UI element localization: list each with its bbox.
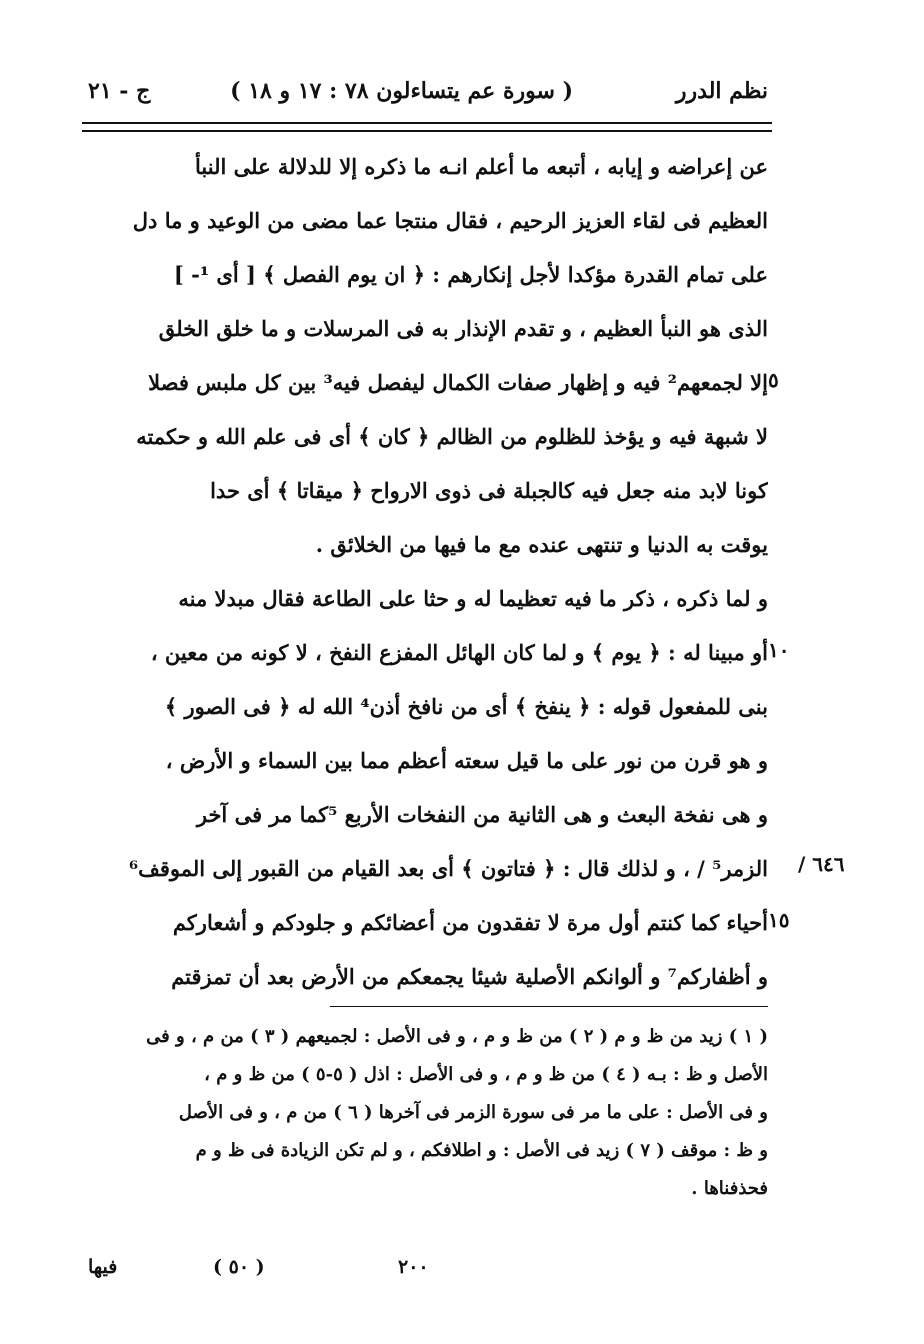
text-line: بنى للمفعول قوله : ﴿ ينفخ ﴾ أى من نافخ أذن⁴ الله له ﴿ فى الصور ﴾ bbox=[164, 694, 768, 719]
page-footer bbox=[88, 1256, 768, 1286]
text-line: و هى نفخة البعث و هى الثانية من النفخات الأربع ⁵كما مر فى آخر bbox=[196, 802, 768, 827]
surah-reference: ( سورة عم يتساءلون ٧٨ : ١٧ و ١٨ ) bbox=[230, 78, 573, 104]
text-line: عن إعراضه و إيابه ، أتبعه ما أعلم انـه ما ذكره إلا للدلالة على النبأ bbox=[195, 154, 768, 179]
footnote-line: الأصل و ظ : بـه ( ٤ ) من ظ و م ، و فى الأصل : اذل ( ٥-٥ ) من ظ و م ، bbox=[204, 1064, 768, 1085]
footnote-line: و فى الأصل : على ما مر فى سورة الزمر فى آخرها ( ٦ ) من م ، و فى الأصل bbox=[178, 1102, 768, 1123]
text-line: أحياء كما كنتم أول مرة لا تفقدون من أعضائكم و جلودكم و أشعاركم bbox=[172, 910, 768, 935]
line-number-15: ١٥ bbox=[768, 908, 790, 932]
running-header bbox=[88, 72, 768, 112]
text-line: الذى هو النبأ العظيم ، و تقدم الإنذار به فى المرسلات و ما خلق الخلق bbox=[158, 316, 768, 341]
manuscript-page-reference: ٦٤٦ / bbox=[798, 852, 845, 876]
text-line: على تمام القدرة مؤكدا لأجل إنكارهم : ﴿ ان يوم الفصل ﴾ [ أى ¹- ] bbox=[173, 262, 768, 287]
text-line: يوقت به الدنيا و تنتهى عنده مع ما فيها من الخلائق . bbox=[315, 532, 768, 557]
text-line: أو مبينا له : ﴿ يوم ﴾ و لما كان الهائل المفزع النفخ ، لا كونه من معين ، bbox=[150, 640, 768, 665]
footnote-line: و ظ : موقف ( ٧ ) زيد فى الأصل : و اطلافكم ، و لم تكن الزيادة فى ظ و م bbox=[195, 1140, 768, 1161]
text-line: و لما ذكره ، ذكر ما فيه تعظيما له و حثا على الطاعة فقال مبدلا منه bbox=[178, 586, 768, 611]
catchword: فيها bbox=[88, 1256, 118, 1278]
text-line: لا شبهة فيه و يؤخذ للظلوم من الظالم ﴿ كان ﴾ أى فى علم الله و حكمته bbox=[136, 424, 768, 449]
line-number-5: ٥ bbox=[768, 368, 779, 392]
book-title: نظم الدرر bbox=[675, 78, 768, 104]
text-line: العظيم فى لقاء العزيز الرحيم ، فقال منتجا عما مضى من الوعيد و ما دل bbox=[132, 208, 768, 233]
footnote-rule bbox=[330, 1006, 768, 1007]
text-line: و أظفاركم⁷ و ألوانكم الأصلية شيئا يجمعكم من الأرض بعد أن تمزقتم bbox=[171, 964, 768, 989]
footnote-line: ( ١ ) زيد من ظ و م ( ٢ ) من ظ و م ، و فى الأصل : لجميعهم ( ٣ ) من م ، و فى bbox=[146, 1026, 768, 1047]
header-double-rule bbox=[82, 122, 772, 132]
sheet-number: ( ٥٠ ) bbox=[213, 1256, 265, 1278]
text-line: إلا لجمعهم² فيه و إظهار صفات الكمال ليفصل فيه³ بين كل ملبس فصلا bbox=[148, 370, 768, 395]
text-line: و هو قرن من نور على ما قيل سعته أعظم مما بين السماء و الأرض ، bbox=[165, 748, 768, 773]
main-text bbox=[88, 140, 768, 1004]
text-line: كونا لابد منه جعل فيه كالجبلة فى ذوى الارواح ﴿ ميقاتا ﴾ أى حدا bbox=[210, 478, 768, 503]
footnotes bbox=[88, 1018, 768, 1208]
page-number: ٢٠٠ bbox=[398, 1256, 429, 1278]
text-line: الزمر⁵ / ، و لذلك قال : ﴿ فتاتون ﴾ أى بعد القيام من القبور إلى الموقف⁶ bbox=[128, 856, 768, 881]
footnote-line: فحذفناها . bbox=[691, 1178, 768, 1199]
volume-number: ج - ٢١ bbox=[88, 78, 151, 104]
line-number-10: ١٠ bbox=[768, 638, 790, 662]
